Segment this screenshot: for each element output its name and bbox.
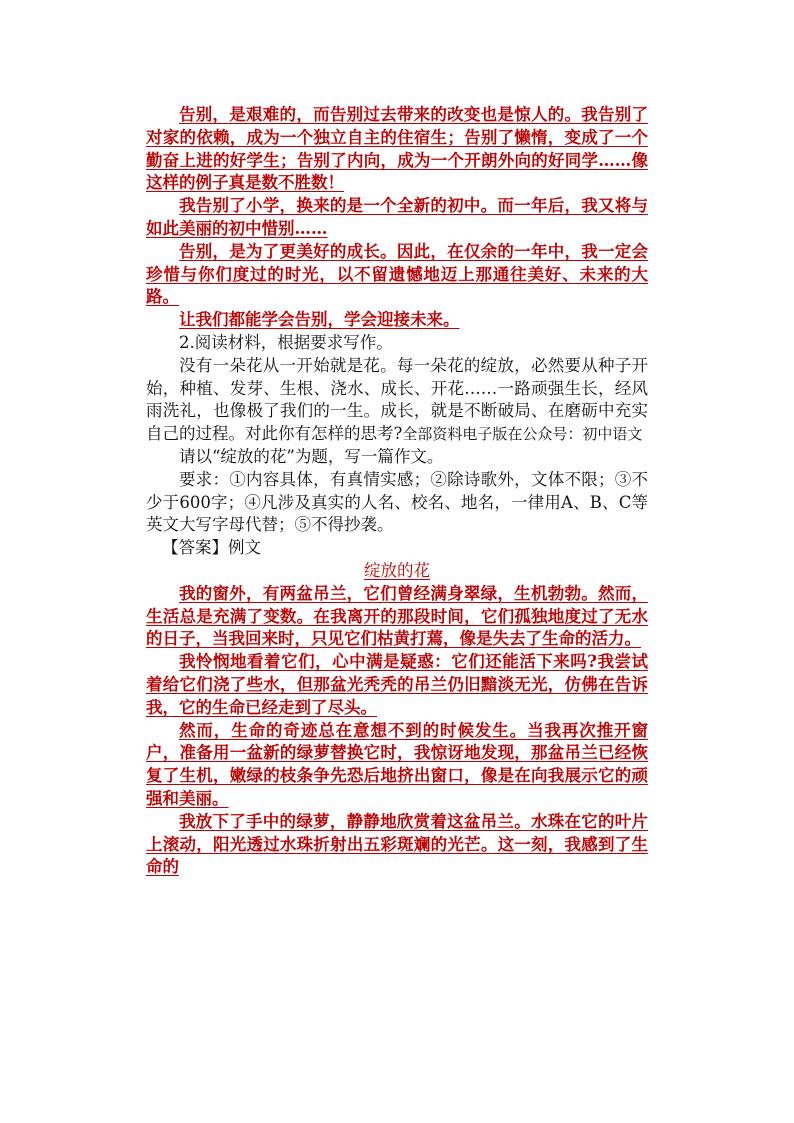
essay1-paragraph-4	[146, 309, 648, 332]
essay1-paragraph-1	[146, 104, 648, 195]
essay2-paragraph-3	[146, 720, 648, 811]
essay1-paragraph-3	[146, 241, 648, 309]
essay2-paragraph-1-text: 我的窗外，有两盆吊兰，它们曾经满身翠绿，生机勃勃。然而，生活总是充满了变数。在我离开的那段时间，它们孤独地度过了无水的日子，当我回来时，只见它们枯黄打蔫，像是失去了生命的活力。	[146, 583, 648, 649]
essay1-paragraph-1-text: 告别，是艰难的，而告别过去带来的改变也是惊人的。我告别了对家的依赖，成为一个独立自主的住宿生；告别了懒惰，变成了一个勤奋上进的好学生；告别了内向，成为一个开朗外向的好同学……像这样的例子真是数不胜数！	[146, 105, 648, 193]
essay1-paragraph-4-text: 让我们都能学会告别，学会迎接未来。	[179, 310, 460, 330]
answer-label: 【答案】例文	[162, 538, 261, 558]
essay2-paragraph-4-text: 我放下了手中的绿萝，静静地欣赏着这盆吊兰。水珠在它的叶片上滚动，阳光透过水珠折射出五彩斑斓的光芒。这一刻，我感到了生命的	[146, 811, 648, 877]
essay1-paragraph-3-text: 告别，是为了更美好的成长。因此，在仅余的一年中，我一定会珍惜与你们度过的时光，以不留遗憾地迈上那通往美好、未来的大路。	[146, 241, 648, 307]
question-2-material-text: 没有一朵花从一开始就是花。每一朵花的绽放，必然要从种子开始，种植、发芽、生根、浇水、成长、开花……一路顽强生长，经风雨洗礼，也像极了我们的一生。成长，就是不断破局、在磨砺中充实自己的过程。对此你有怎样的思考?	[146, 355, 648, 444]
essay2-title	[146, 560, 648, 583]
notice-text: 全部资料电子版在公众号：初中语文	[402, 425, 643, 444]
document-page	[146, 104, 648, 879]
essay1-paragraph-2-text: 我告别了小学，换来的是一个全新的初中。而一年后，我又将与如此美丽的初中惜别……	[146, 196, 648, 238]
essay2-paragraph-2-text: 我怜悯地看着它们，心中满是疑惑：它们还能活下来吗?我尝试着给它们浇了些水，但那盆光秃秃的吊兰仍旧黯淡无光，仿佛在告诉我，它的生命已经走到了尽头。	[146, 652, 648, 717]
question-2-requirements: 要求：①内容具体，有真情实感；②除诗歌外，文体不限；③不少于600字；④凡涉及真实的人名、校名、地名，一律用A、B、C等英文大写字母代替；⑤不得抄袭。	[146, 469, 648, 535]
essay2-paragraph-3-text: 然而，生命的奇迹总在意想不到的时候发生。当我再次推开窗户，准备用一盆新的绿萝替换它时，我惊讶地发现，那盆吊兰已经恢复了生机，嫩绿的枝条争先恐后地挤出窗口，像是在向我展示它的顽强和美丽。	[146, 720, 648, 808]
question-2-prompt: 请以“绽放的花”为题，写一篇作文。	[179, 446, 444, 466]
question-2-material	[146, 355, 648, 446]
essay2-title-text: 绽放的花	[364, 560, 430, 580]
essay1-paragraph-2	[146, 195, 648, 241]
essay2-paragraph-4	[146, 811, 648, 879]
question-2-heading: 2.阅读材料，根据要求写作。	[179, 332, 393, 352]
essay2-paragraph-2	[146, 651, 648, 719]
essay2-paragraph-1	[146, 583, 648, 651]
